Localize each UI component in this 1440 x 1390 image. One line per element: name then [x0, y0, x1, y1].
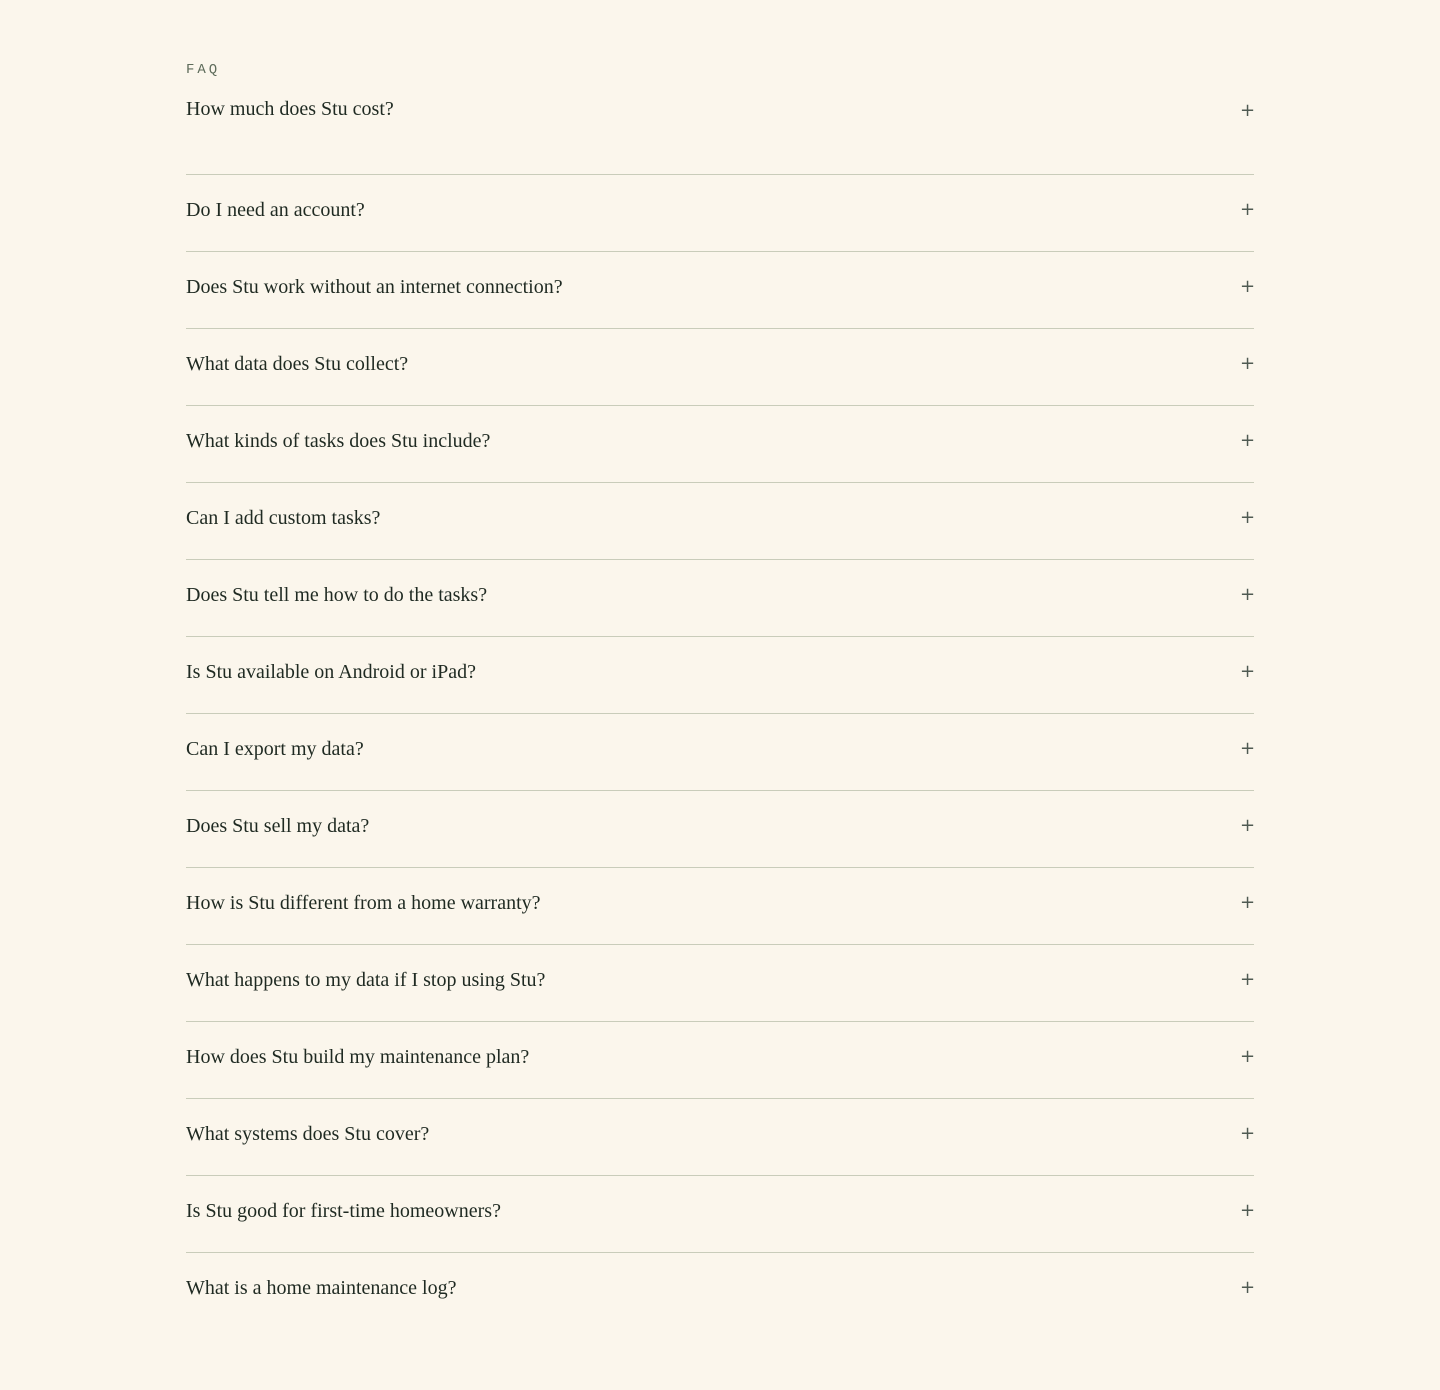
- faq-question: Does Stu work without an internet connection?: [186, 276, 563, 298]
- faq-item[interactable]: [186, 560, 1254, 637]
- faq-question: How much does Stu cost?: [186, 98, 394, 120]
- faq-section: [186, 0, 1254, 1329]
- plus-icon[interactable]: +: [1240, 1123, 1256, 1144]
- faq-question: Do I need an account?: [186, 199, 365, 221]
- plus-icon[interactable]: +: [1240, 584, 1256, 605]
- faq-question: Can I add custom tasks?: [186, 507, 381, 529]
- plus-icon[interactable]: +: [1240, 1277, 1256, 1298]
- faq-item[interactable]: [186, 637, 1254, 714]
- plus-icon[interactable]: +: [1240, 738, 1256, 759]
- faq-item[interactable]: [186, 329, 1254, 406]
- faq-item[interactable]: [186, 406, 1254, 483]
- plus-icon[interactable]: +: [1240, 199, 1256, 220]
- plus-icon[interactable]: +: [1240, 661, 1256, 682]
- faq-item[interactable]: [186, 175, 1254, 252]
- faq-question: Is Stu available on Android or iPad?: [186, 661, 476, 683]
- faq-question: Can I export my data?: [186, 738, 364, 760]
- faq-item[interactable]: [186, 1022, 1254, 1099]
- faq-question: What happens to my data if I stop using Stu?: [186, 969, 546, 991]
- faq-item[interactable]: [186, 945, 1254, 1022]
- faq-item[interactable]: [186, 714, 1254, 791]
- faq-question: What is a home maintenance log?: [186, 1277, 457, 1299]
- faq-question: Does Stu sell my data?: [186, 815, 370, 837]
- faq-question: How is Stu different from a home warranty?: [186, 892, 541, 914]
- plus-icon[interactable]: +: [1240, 1046, 1256, 1067]
- plus-icon[interactable]: +: [1240, 276, 1256, 297]
- faq-item[interactable]: [186, 100, 1254, 175]
- faq-item[interactable]: [186, 252, 1254, 329]
- faq-item[interactable]: [186, 1176, 1254, 1253]
- faq-item[interactable]: [186, 1099, 1254, 1176]
- faq-question: What systems does Stu cover?: [186, 1123, 430, 1145]
- plus-icon[interactable]: +: [1240, 507, 1256, 528]
- faq-item[interactable]: [186, 868, 1254, 945]
- faq-list: [186, 100, 1254, 1329]
- plus-icon[interactable]: +: [1240, 353, 1256, 374]
- plus-icon[interactable]: +: [1240, 430, 1256, 451]
- plus-icon[interactable]: +: [1240, 969, 1256, 990]
- plus-icon[interactable]: +: [1240, 100, 1256, 121]
- plus-icon[interactable]: +: [1240, 815, 1256, 836]
- faq-question: What kinds of tasks does Stu include?: [186, 430, 491, 452]
- plus-icon[interactable]: +: [1240, 892, 1256, 913]
- faq-eyebrow: FAQ: [186, 62, 221, 78]
- plus-icon[interactable]: +: [1240, 1200, 1256, 1221]
- faq-item[interactable]: [186, 791, 1254, 868]
- faq-question: Is Stu good for first-time homeowners?: [186, 1200, 501, 1222]
- faq-item[interactable]: [186, 1253, 1254, 1329]
- faq-question: How does Stu build my maintenance plan?: [186, 1046, 530, 1068]
- faq-item[interactable]: [186, 483, 1254, 560]
- faq-question: Does Stu tell me how to do the tasks?: [186, 584, 488, 606]
- faq-question: What data does Stu collect?: [186, 353, 409, 375]
